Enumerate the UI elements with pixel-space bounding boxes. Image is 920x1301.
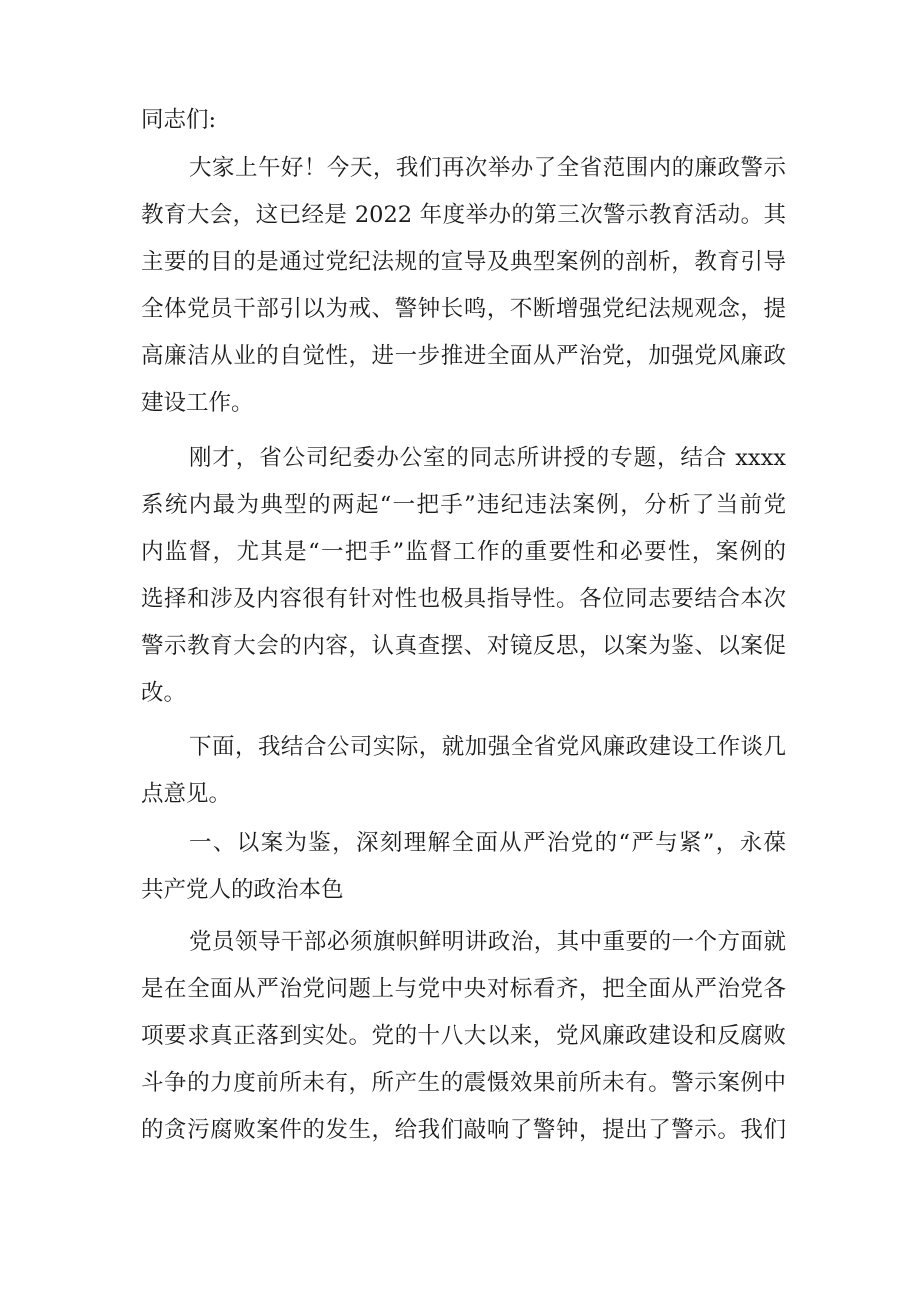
paragraph-2-line-6: 改。 bbox=[141, 680, 187, 706]
paragraph-1-line-6: 建设工作。 bbox=[141, 390, 254, 416]
paragraph-4-line-2: 是在全面从严治党问题上与党中央对标看齐，把全面从严治党各 bbox=[141, 976, 786, 1002]
paragraph-1-line-4: 全体党员干部引以为戒、警钟长鸣，不断增强党纪法规观念，提 bbox=[141, 296, 786, 322]
paragraph-2-line-2: 系统内最为典型的两起“一把手”违纪违法案例，分析了当前党 bbox=[141, 492, 786, 518]
paragraph-1-line-1: 大家上午好！今天，我们再次举办了全省范围内的廉政警示 bbox=[189, 155, 786, 181]
paragraph-1-line-5: 高廉洁从业的自觉性，进一步推进全面从严治党，加强党风廉政 bbox=[141, 343, 786, 369]
paragraph-2-line-5: 警示教育大会的内容，认真查摆、对镜反思，以案为鉴、以案促 bbox=[141, 633, 786, 659]
paragraph-1-line-3: 主要的目的是通过党纪法规的宣导及典型案例的剖析，教育引导 bbox=[141, 249, 786, 275]
section-heading-line-1: 一、以案为鉴，深刻理解全面从严治党的“严与紧”，永葆 bbox=[189, 830, 786, 856]
paragraph-4-line-4: 斗争的力度前所未有，所产生的震慑效果前所未有。警示案例中 bbox=[141, 1070, 786, 1096]
paragraph-2-line-3: 内监督，尤其是“一把手”监督工作的重要性和必要性，案例的 bbox=[141, 539, 786, 565]
paragraph-4-line-3: 项要求真正落到实处。党的十八大以来，党风廉政建设和反腐败 bbox=[141, 1023, 786, 1049]
salutation: 同志们: bbox=[141, 107, 217, 133]
paragraph-3-line-1: 下面，我结合公司实际，就加强全省党风廉政建设工作谈几 bbox=[189, 734, 786, 760]
section-heading-line-2: 共产党人的政治本色 bbox=[141, 877, 344, 903]
paragraph-4-line-5: 的贪污腐败案件的发生，给我们敲响了警钟，提出了警示。我们 bbox=[141, 1117, 786, 1143]
paragraph-2-line-4: 选择和涉及内容很有针对性也极具指导性。各位同志要结合本次 bbox=[141, 586, 786, 612]
paragraph-3-line-2: 点意见。 bbox=[141, 781, 232, 807]
paragraph-1-line-2: 教育大会，这已经是 2022 年度举办的第三次警示教育活动。其 bbox=[141, 202, 786, 228]
paragraph-4-line-1: 党员领导干部必须旗帜鲜明讲政治，其中重要的一个方面就 bbox=[189, 929, 786, 955]
paragraph-2-line-1: 刚才，省公司纪委办公室的同志所讲授的专题，结合 xxxx bbox=[189, 445, 786, 471]
